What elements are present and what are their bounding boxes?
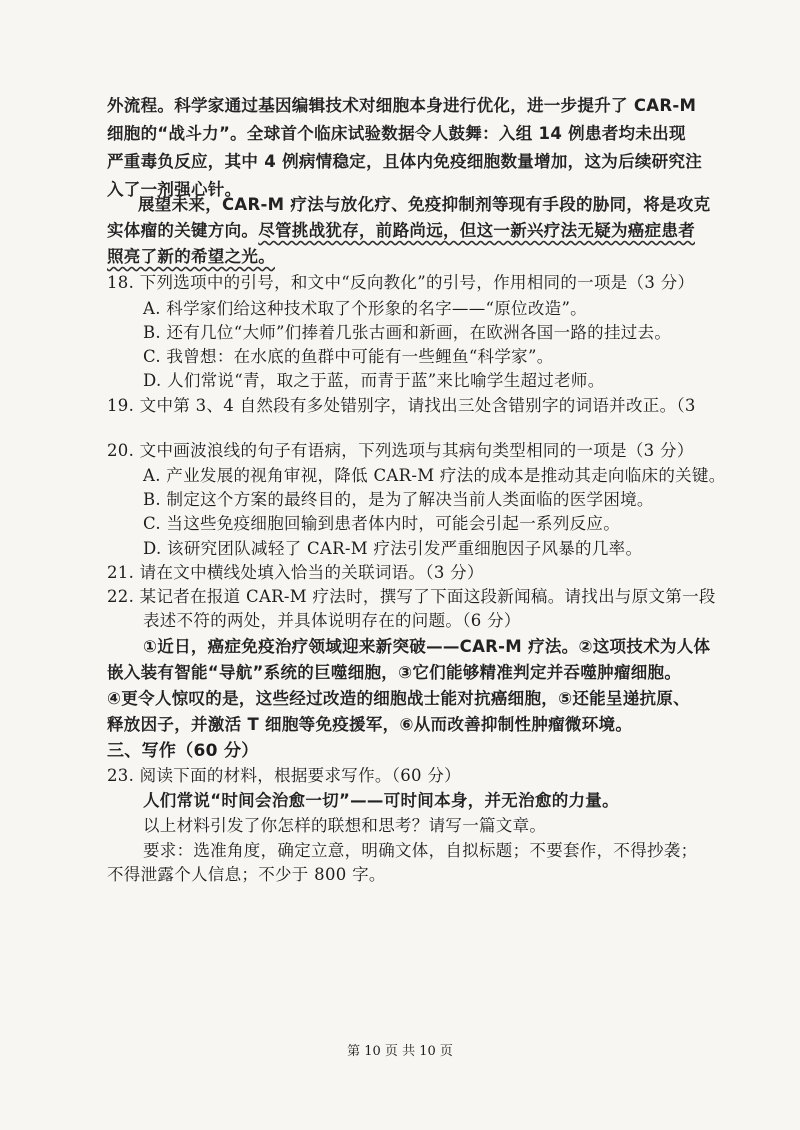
section-3-title: 三、写作（60 分）: [107, 741, 259, 761]
wavy-sentence-part-1: 尽管挑战犹存，前路尚远，但这一新兴疗法无疑为癌症患者: [258, 221, 696, 240]
paragraph-top-line-3: 严重毒负反应，其中 4 例病情稳定，且体内免疫细胞数量增加，这为后续研究注: [107, 152, 703, 171]
paragraph-outlook-line-3: [107, 246, 275, 268]
q18-option-d: D. 人们常说“青，取之于蓝，而青于蓝”来比喻学生超过老师。: [143, 371, 605, 390]
paragraph-top-line-2: 细胞的“战斗力”。全球首个临床试验数据令人鼓舞：入组 14 例患者均未出现: [107, 124, 686, 143]
q20-option-d: D. 该研究团队减轻了 CAR-M 疗法引发严重细胞因子风暴的几率。: [143, 539, 643, 558]
paragraph-outlook-line-2: [107, 220, 695, 242]
q19-stem: 19. 文中第 3、4 自然段有多处错别字，请找出三处含错别字的词语并改正。（3: [107, 396, 696, 415]
q22-passage-line-3: ④更令人惊叹的是，这些经过改造的细胞战士能对抗癌细胞，⑤还能呈递抗原、: [107, 689, 690, 708]
q18-option-c: C. 我曾想：在水底的鱼群中可能有一些鲤鱼“科学家”。: [143, 347, 554, 366]
q18-option-b: B. 还有几位“大师”们捧着几张古画和新画，在欧洲各国一路的挂过去。: [143, 323, 672, 342]
paragraph-top-line-1: 外流程。科学家通过基因编辑技术对细胞本身进行优化，进一步提升了 CAR-M: [107, 96, 697, 115]
page-footer: 第 10 页 共 10 页: [347, 1044, 453, 1059]
q21-stem: 21. 请在文中横线处填入恰当的关联词语。（3 分）: [107, 563, 484, 582]
wavy-sentence-part-2: 照亮了新的希望之光。: [107, 247, 275, 266]
q22-passage-line-4: 释放因子，并激活 T 细胞等免疫援军，⑥从而改善抑制性肿瘤微环境。: [107, 715, 633, 734]
q23-material: 人们常说“时间会治愈一切”——可时间本身，并无治愈的力量。: [143, 791, 619, 810]
q23-requirements-line-1: 要求：选准角度，确定立意，明确文体，自拟标题；不要套作，不得抄袭；: [143, 841, 698, 860]
q20-stem: 20. 文中画波浪线的句子有语病，下列选项与其病句类型相同的一项是（3 分）: [107, 441, 694, 460]
q23-stem: 23. 阅读下面的材料，根据要求写作。（60 分）: [107, 766, 461, 785]
q20-option-b: B. 制定这个方案的最终目的，是为了解决当前人类面临的医学困境。: [143, 490, 654, 509]
q20-option-a: A. 产业发展的视角审视，降低 CAR-M 疗法的成本是推动其走向临床的关键。: [143, 466, 726, 485]
q22-passage-line-1: ①近日，癌症免疫治疗领域迎来新突破——CAR-M 疗法。②这项技术为人体: [143, 637, 711, 656]
q20-option-c: C. 当这些免疫细胞回输到患者体内时，可能会引起一系列反应。: [143, 514, 621, 533]
paragraph-outlook-line-1: 展望未来，CAR-M 疗法与放化疗、免疫抑制剂等现有手段的胁同，将是攻克: [138, 195, 711, 214]
paragraph-top-line-4: 入了一剂强心针。: [107, 180, 242, 199]
q18-stem: 18. 下列选项中的引号，和文中“反向教化”的引号，作用相同的一项是（3 分）: [107, 273, 695, 292]
q22-stem-line-2: 表述不符的两处，并具体说明存在的问题。（6 分）: [143, 611, 521, 630]
q18-option-a: A. 科学家们给这种技术取了个形象的名字——“原位改造”。: [143, 299, 587, 318]
q22-passage-line-2: 嵌入装有智能“导航”系统的巨噬细胞，③它们能够精准判定并吞噬肿瘤细胞。: [107, 663, 682, 682]
outlook-plain-text: 实体瘤的关键方向。: [107, 221, 259, 240]
q22-stem-line-1: 22. 某记者在报道 CAR-M 疗法时，撰写了下面这段新闻稿。请找出与原文第一段: [107, 587, 716, 606]
q23-requirements-line-2: 不得泄露个人信息；不少于 800 字。: [107, 865, 386, 884]
q23-prompt: 以上材料引发了你怎样的联想和思考？请写一篇文章。: [143, 816, 547, 835]
